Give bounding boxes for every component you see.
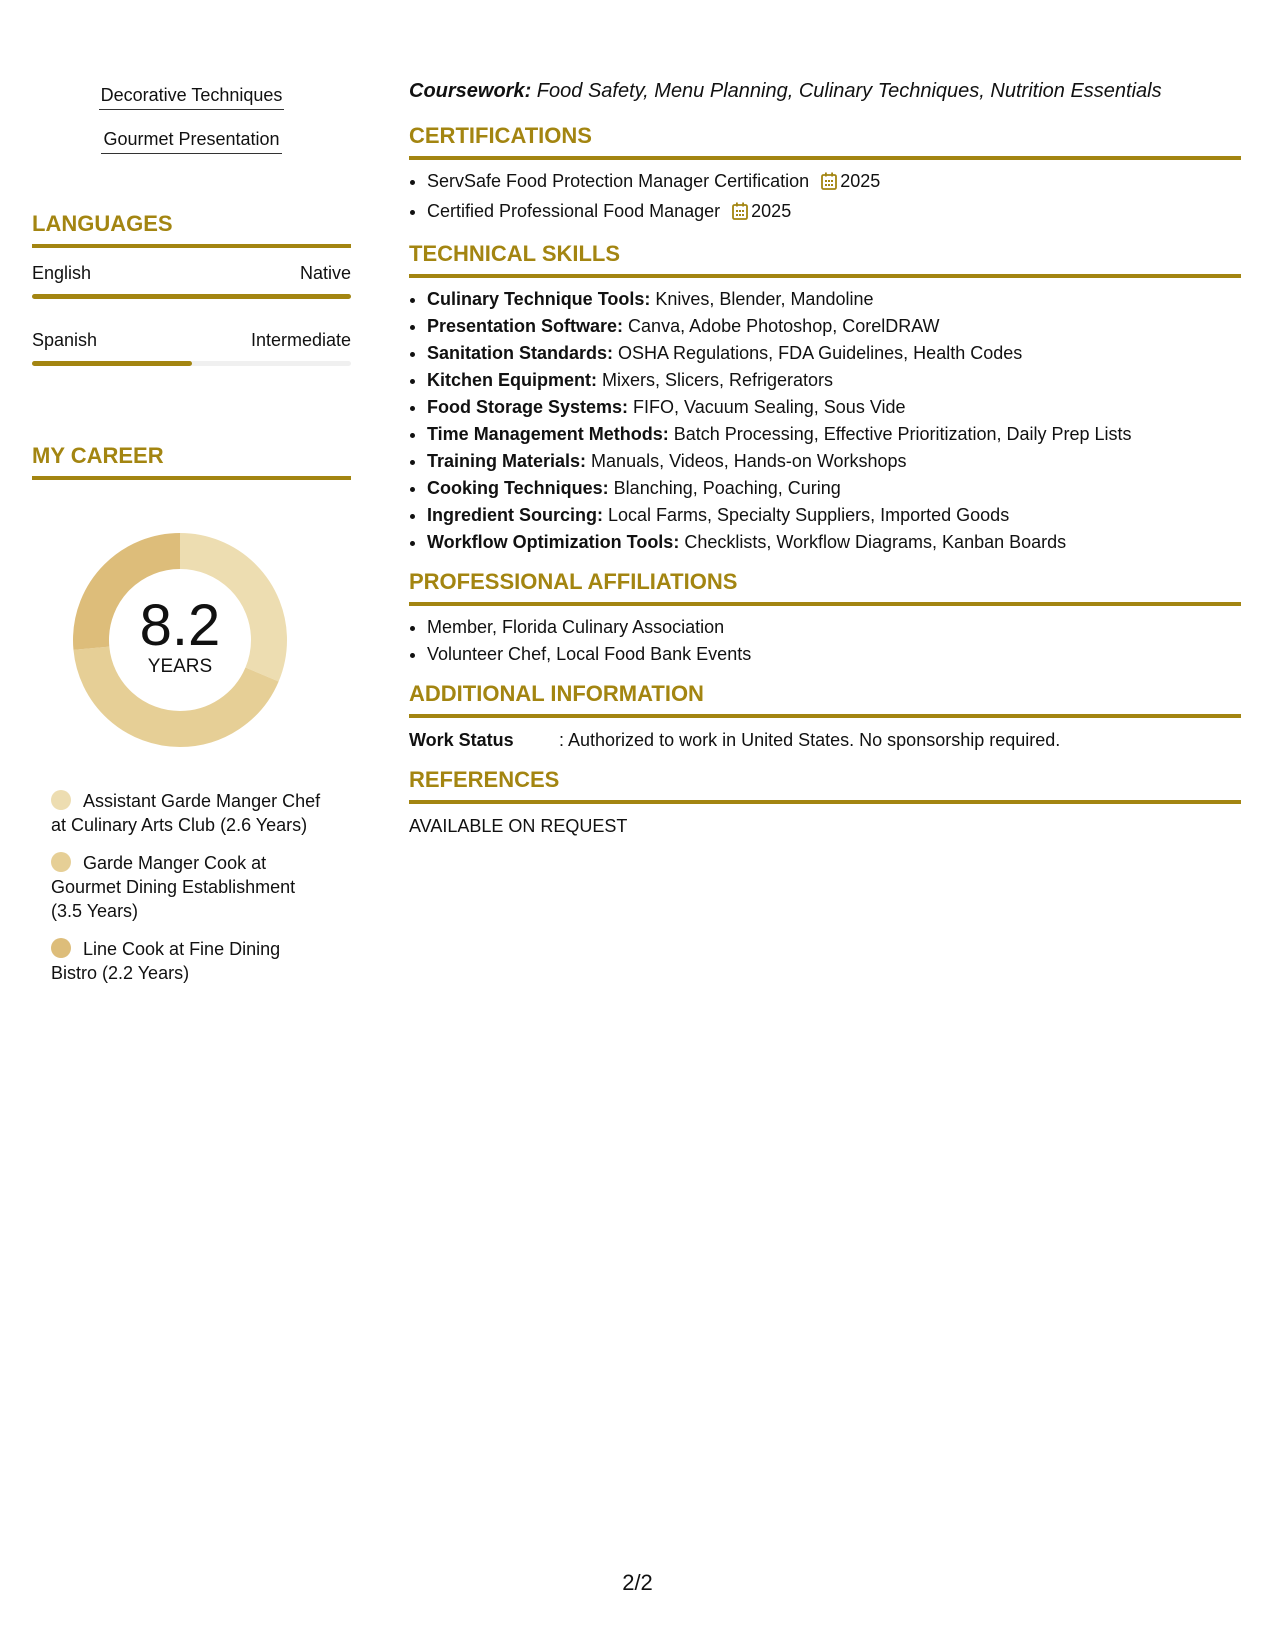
career-legend-item: [51, 789, 321, 837]
work-status-row: [409, 728, 1241, 752]
skill-pill: Decorative Techniques: [99, 82, 285, 110]
certification-year: 2025: [751, 201, 792, 221]
career-legend-label: Assistant Garde Manger Chef at Culinary Arts Club (2.6 Years): [51, 791, 321, 835]
career-section: [32, 442, 351, 985]
skill-value: Batch Processing, Effective Prioritization, Daily Prep Lists: [668, 424, 1132, 444]
coursework: [409, 78, 1241, 104]
skill-item: [427, 313, 1241, 340]
skill-key: Food Storage Systems:: [427, 397, 629, 417]
affiliation-item: • Volunteer Chef, Local Food Bank Events: [427, 641, 1241, 668]
affiliations-list: [409, 614, 1241, 668]
skill-key: Training Materials:: [427, 451, 587, 471]
calendar-icon: [821, 171, 837, 198]
skill-value: Knives, Blender, Mandoline: [650, 289, 874, 309]
language-bar-fill: [32, 294, 351, 299]
language-bar-fill: [32, 361, 192, 366]
language-item: [32, 262, 351, 299]
skill-key: Time Management Methods:: [427, 424, 669, 444]
skill-value: Mixers, Slicers, Refrigerators: [597, 370, 834, 390]
skill-item: [427, 475, 1241, 502]
left-column: [32, 82, 351, 999]
certification-name: Certified Professional Food Manager: [427, 201, 721, 221]
certification-name: ServSafe Food Protection Manager Certification: [427, 171, 810, 191]
skill-item: [427, 421, 1241, 448]
skill-item: [427, 340, 1241, 367]
certification-year: 2025: [840, 171, 881, 191]
skill-value: Manuals, Videos, Hands-on Workshops: [586, 451, 907, 471]
certifications-list: [409, 168, 1241, 228]
career-donut-center: [65, 525, 295, 755]
skill-key: Culinary Technique Tools:: [427, 289, 651, 309]
skill-item: [427, 502, 1241, 529]
certification-item: [427, 198, 1241, 228]
page-number: 2/2: [622, 1570, 653, 1595]
references-text: AVAILABLE ON REQUEST: [409, 816, 628, 836]
legend-dot: [51, 938, 71, 958]
legend-dot: [51, 852, 71, 872]
career-legend-label: Line Cook at Fine Dining Bistro (2.2 Years): [51, 939, 281, 983]
skill-key: Ingredient Sourcing:: [427, 505, 604, 525]
language-item: [32, 329, 351, 366]
skill-key: Cooking Techniques:: [427, 478, 609, 498]
references-title: REFERENCES: [409, 766, 1241, 804]
skill-value: Checklists, Workflow Diagrams, Kanban Boards: [679, 532, 1067, 552]
work-status-value: : Authorized to work in United States. No sponsorship required.: [559, 730, 1061, 750]
calendar-icon: [732, 201, 748, 228]
work-status-label: Work Status: [409, 730, 514, 750]
language-level: Native: [299, 263, 351, 283]
skill-item: [427, 367, 1241, 394]
affiliations-title: PROFESSIONAL AFFILIATIONS: [409, 568, 1241, 606]
technical-skills-title: TECHNICAL SKILLS: [409, 240, 1241, 278]
skill-item: [427, 394, 1241, 421]
skill-item: [427, 448, 1241, 475]
career-total-years: 8.2: [139, 593, 221, 658]
skill-key: Kitchen Equipment:: [427, 370, 597, 390]
skill-pill: Gourmet Presentation: [101, 126, 281, 154]
certification-item: [427, 168, 1241, 198]
technical-skills-list: [409, 286, 1241, 556]
career-donut: [65, 525, 295, 755]
skill-key: Presentation Software:: [427, 316, 624, 336]
career-legend-label: Garde Manger Cook at Gourmet Dining Establishment (3.5 Years): [51, 853, 296, 921]
language-name: Spanish: [32, 330, 98, 350]
skill-pills: [32, 82, 351, 170]
coursework-text: Food Safety, Menu Planning, Culinary Techniques, Nutrition Essentials: [531, 80, 1162, 102]
coursework-label: Coursework:: [409, 80, 532, 102]
languages-title: LANGUAGES: [32, 210, 351, 248]
career-unit: YEARS: [147, 656, 213, 677]
career-legend: [51, 789, 321, 985]
career-legend-item: [51, 937, 321, 985]
language-name: English: [32, 263, 92, 283]
certifications-title: CERTIFICATIONS: [409, 122, 1241, 160]
legend-dot: [51, 790, 71, 810]
language-level: Intermediate: [250, 330, 351, 350]
languages-section: [32, 210, 351, 366]
skill-item: [427, 286, 1241, 313]
language-bar: [32, 294, 351, 299]
skill-key: Workflow Optimization Tools:: [427, 532, 680, 552]
skill-value: OSHA Regulations, FDA Guidelines, Health Codes: [613, 343, 1023, 363]
skill-value: Canva, Adobe Photoshop, CorelDRAW: [623, 316, 940, 336]
career-legend-item: [51, 851, 321, 923]
language-bar: [32, 361, 351, 366]
skill-value: Local Farms, Specialty Suppliers, Imported Goods: [603, 505, 1010, 525]
right-column: [409, 78, 1241, 838]
skill-key: Sanitation Standards:: [427, 343, 614, 363]
skill-item: [427, 529, 1241, 556]
affiliation-item: • Member, Florida Culinary Association: [427, 614, 1241, 641]
additional-info-title: ADDITIONAL INFORMATION: [409, 680, 1241, 718]
skill-value: Blanching, Poaching, Curing: [608, 478, 841, 498]
skill-value: FIFO, Vacuum Sealing, Sous Vide: [628, 397, 906, 417]
career-title: MY CAREER: [32, 442, 351, 480]
